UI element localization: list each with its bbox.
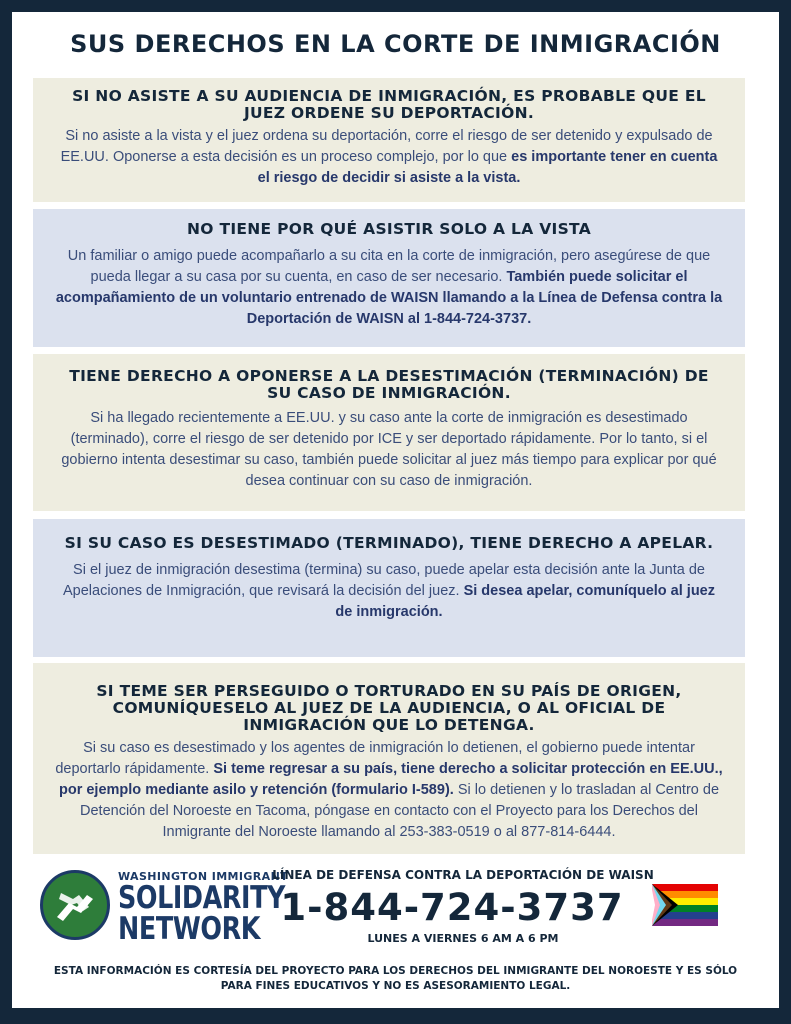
section-body-emphasis: es importante tener en cuenta el riesgo de decidir si asiste a la vista.	[257, 149, 718, 186]
section-body: Si su caso es desestimado y los agentes de inmigración lo detienen, el gobierno puede intentar deportarlo rápidamente. Si teme regresar a su país, tiene derecho a solicitar protección en EE.UU., por ejemplo mediante asilo y retención (formulario I-589). Si lo detienen y lo trasladan al Centro de Detención del Noroeste en Tacoma, póngase en contacto con el Proyecto para los Derechos del Inmigrante del Noroeste llamando al 253-383-0519 o al 877-814-6444.	[55, 740, 723, 840]
logo-line-1: WASHINGTON IMMIGRANT	[118, 870, 289, 883]
section-body: Si no asiste a la vista y el juez ordena su deportación, corre el riesgo de ser detenido y expulsado de EE.UU. Oponerse a esta decisión es un proceso complejo, por lo que es importante tener en cuenta el riesgo de decidir si asiste a la vista.	[60, 128, 718, 186]
section-appeal	[33, 519, 745, 657]
hotline-number: 1-844-724-3737	[280, 886, 624, 929]
section-body-emphasis: También puede solicitar el acompañamiento de un voluntario entrenado de WAISN llamando a la Línea de Defensa contra la Deportación de WAISN al 1-844-724-3737.	[55, 269, 723, 327]
hotline-hours: LUNES A VIERNES 6 AM A 6 PM	[367, 932, 559, 945]
section-oppose-dismissal	[33, 354, 745, 511]
section-heading: SI SU CASO ES DESESTIMADO (TERMINADO), TIENE DERECHO A APELAR.	[64, 534, 714, 552]
footer-disclaimer: ESTA INFORMACIÓN ES CORTESÍA DEL PROYECTO PARA LOS DERECHOS DEL INMIGRANTE DEL NOROESTE Y ES SÓLO PARA FINES EDUCATIVOS Y NO ES ASESORAMIENTO LEGAL.	[53, 965, 738, 992]
progress-pride-flag-icon	[652, 884, 718, 926]
section-missed-hearing	[33, 78, 745, 202]
logo-line-3: NETWORK	[118, 911, 261, 947]
section-body-emphasis: Si desea apelar, comuníquelo al juez de inmigración.	[335, 583, 715, 620]
section-body: Un familiar o amigo puede acompañarlo a su cita en la corte de inmigración, pero asegúrese de que pueda llegar a su casa por su cuenta, en caso de ser necesario. También puede solicitar el acompañamiento de un voluntario entrenado de WAISN llamando a la Línea de Defensa contra la Deportación de WAISN al 1-844-724-3737.	[55, 248, 723, 327]
section-heading: TIENE DERECHO A OPONERSE A LA DESESTIMACIÓN (TERMINACIÓN) DE SU CASO DE INMIGRACIÓN.	[69, 367, 709, 402]
section-body: Si el juez de inmigración desestima (termina) su caso, puede apelar esta decisión ante la Junta de Apelaciones de Inmigración, que revisará la decisión del juez. Si desea apelar, comuníquelo al juez de inmigración.	[62, 562, 715, 620]
section-heading: SI TEME SER PERSEGUIDO O TORTURADO EN SU PAÍS DE ORIGEN, COMUNÍQUESELO AL JUEZ DE LA AUDIENCIA, O AL OFICIAL DE INMIGRACIÓN QUE LO DETENGA.	[96, 682, 682, 734]
clasped-hands-icon	[40, 870, 110, 940]
page-title: SUS DERECHOS EN LA CORTE DE INMIGRACIÓN	[70, 30, 721, 58]
section-heading: SI NO ASISTE A SU AUDIENCIA DE INMIGRACIÓN, ES PROBABLE QUE EL JUEZ ORDENE SU DEPORTACIÓN.	[72, 87, 706, 122]
section-body: Si ha llegado recientemente a EE.UU. y su caso ante la corte de inmigración es desestimado (terminado), corre el riesgo de ser detenido por ICE y ser deportado rápidamente. Por lo tanto, si el gobierno intenta desestimar su caso, también puede solicitar al juez más tiempo para explicar por qué desea continuar con su caso de inmigración.	[61, 410, 717, 489]
hotline-label: LÍNEA DE DEFENSA CONTRA LA DEPORTACIÓN DE WAISN	[272, 868, 654, 882]
section-heading: NO TIENE POR QUÉ ASISTIR SOLO A LA VISTA	[187, 220, 591, 238]
section-body-emphasis: Si teme regresar a su país, tiene derecho a solicitar protección en EE.UU., por ejemplo mediante asilo y retención (formulario I-589).	[58, 761, 723, 798]
section-companion	[33, 209, 745, 347]
section-fear-persecution	[33, 663, 745, 854]
logo-line-2: SOLIDARITY	[118, 880, 286, 916]
